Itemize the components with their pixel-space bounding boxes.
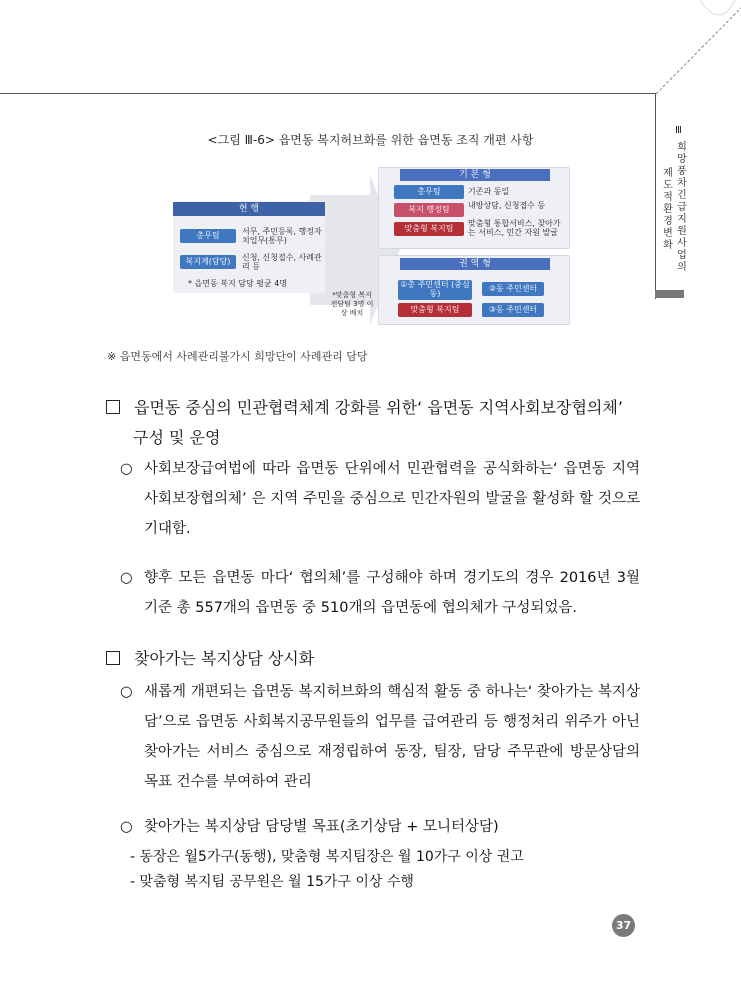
basic-desc-2: 내방상담, 신청접수 등 xyxy=(468,201,546,210)
section2-dash-item-2: - 맞춤형 복지팀 공무원은 월 15가구 이상 수행 xyxy=(130,874,414,890)
section1-title-line1: 읍면동 중심의 민관협력체계 강화를 위한‘ 읍면동 지역사회보장협의체’ xyxy=(134,398,623,417)
center-chip-2: 맞춤형 복지팀 xyxy=(398,303,472,317)
current-header: 현 행 xyxy=(173,202,325,216)
org-diagram xyxy=(170,165,570,325)
section1-paragraph-1 xyxy=(120,454,640,544)
circle-bullet-icon: ○ xyxy=(120,819,133,835)
center-chip-1: ①총 주민센터 (중심동) xyxy=(398,280,472,300)
circle-bullet-icon: ○ xyxy=(120,684,133,700)
basic-chip-3: 맞춤형 복지팀 xyxy=(394,222,464,236)
current-desc-2: 신청, 신청접수, 사례관리 등 xyxy=(242,253,322,271)
current-chip-2: 복지계(담당) xyxy=(180,255,236,269)
checkbox-square-icon xyxy=(106,651,120,665)
center-header: 권 역 형 xyxy=(400,258,550,270)
section2-heading xyxy=(106,644,314,673)
current-footer: * 읍면동 복지 담당 평균 4명 xyxy=(188,279,288,288)
side-tab-marker xyxy=(655,290,684,298)
figure-note: ※ 읍면동에서 사례관리불가시 희망단이 사례관리 담당 xyxy=(107,350,368,363)
side-tab-roman: Ⅲ xyxy=(675,125,682,136)
section2-paragraph-1 xyxy=(120,677,640,797)
basic-desc-1: 기존과 동일 xyxy=(468,187,510,196)
section1-title-line2: 구성 및 운영 xyxy=(133,428,221,447)
side-tab-rule xyxy=(655,93,656,299)
circle-bullet-icon: ○ xyxy=(120,570,133,586)
section1-heading xyxy=(106,393,623,422)
section2-paragraph-1-text: 새롭게 개편되는 읍면동 복지허브화의 핵심적 활동 중 하나는‘ 찾아가는 복지상담’으로 읍면동 사회복지공무원들의 업무를 급여관리 등 행정처리 위주가 아닌 찾아가는 서비스 중심으로 재정립하여 동장, 팀장, 담당 주무관에 방문상담의 목표 건수를 부여하여 관리 xyxy=(144,684,640,790)
checkbox-square-icon xyxy=(106,400,120,414)
side-tab-title-2: 제도적환경변화 xyxy=(663,168,673,251)
basic-chip-2: 복지 행정팀 xyxy=(394,203,464,217)
section2-paragraph-2 xyxy=(120,812,640,842)
circle-bullet-icon: ○ xyxy=(120,461,133,477)
section1-paragraph-2-text: 향후 모든 읍면동 마다‘ 협의체’를 구성해야 하며 경기도의 경우 2016년 3월 기준 총 557개의 읍면동 중 510개의 읍면동에 협의체가 구성되었음. xyxy=(144,570,640,616)
section2-paragraph-2-text: 찾아가는 복지상담 담당별 목표(초기상담 + 모니터상담) xyxy=(144,819,499,835)
current-chip-1: 총무팀 xyxy=(180,229,236,243)
basic-chip-1: 총무팀 xyxy=(394,185,464,199)
basic-header: 기 본 형 xyxy=(400,169,550,181)
page-number: 37 xyxy=(612,914,635,937)
basic-desc-3: 맞춤형 통합서비스, 찾아가는 서비스, 민간 자원 발굴 xyxy=(468,219,561,237)
section2-dash-item-1: - 동장은 월5가구(동행), 맞춤형 복지팀장은 월 10가구 이상 권고 xyxy=(130,849,524,865)
section1-paragraph-1-text: 사회보장급여법에 따라 읍면동 단위에서 민관협력을 공식화하는‘ 읍면동 지역사회보장협의체’ 은 지역 주민을 중심으로 민간자원의 발굴을 활성화 할 것으로 기대함. xyxy=(144,461,640,537)
corner-decoration xyxy=(0,0,741,100)
center-desc-1: ②동 주민센터 xyxy=(482,282,544,296)
center-note: *맞춤형 복지 전담팀 3명 이상 배치 xyxy=(330,291,374,317)
side-tab-title-1: 희망풍차긴급지원사업의 xyxy=(677,142,687,273)
figure-caption: <그림 Ⅲ-6> 읍면동 복지허브화를 위한 읍면동 조직 개편 사항 xyxy=(207,133,534,147)
section1-paragraph-2 xyxy=(120,563,640,623)
center-desc-2: ③동 주민센터 xyxy=(482,303,544,317)
section2-title: 찾아가는 복지상담 상시화 xyxy=(134,649,315,668)
current-desc-1: 서무, 주민등록, 행정자치업무(통무) xyxy=(242,227,322,245)
